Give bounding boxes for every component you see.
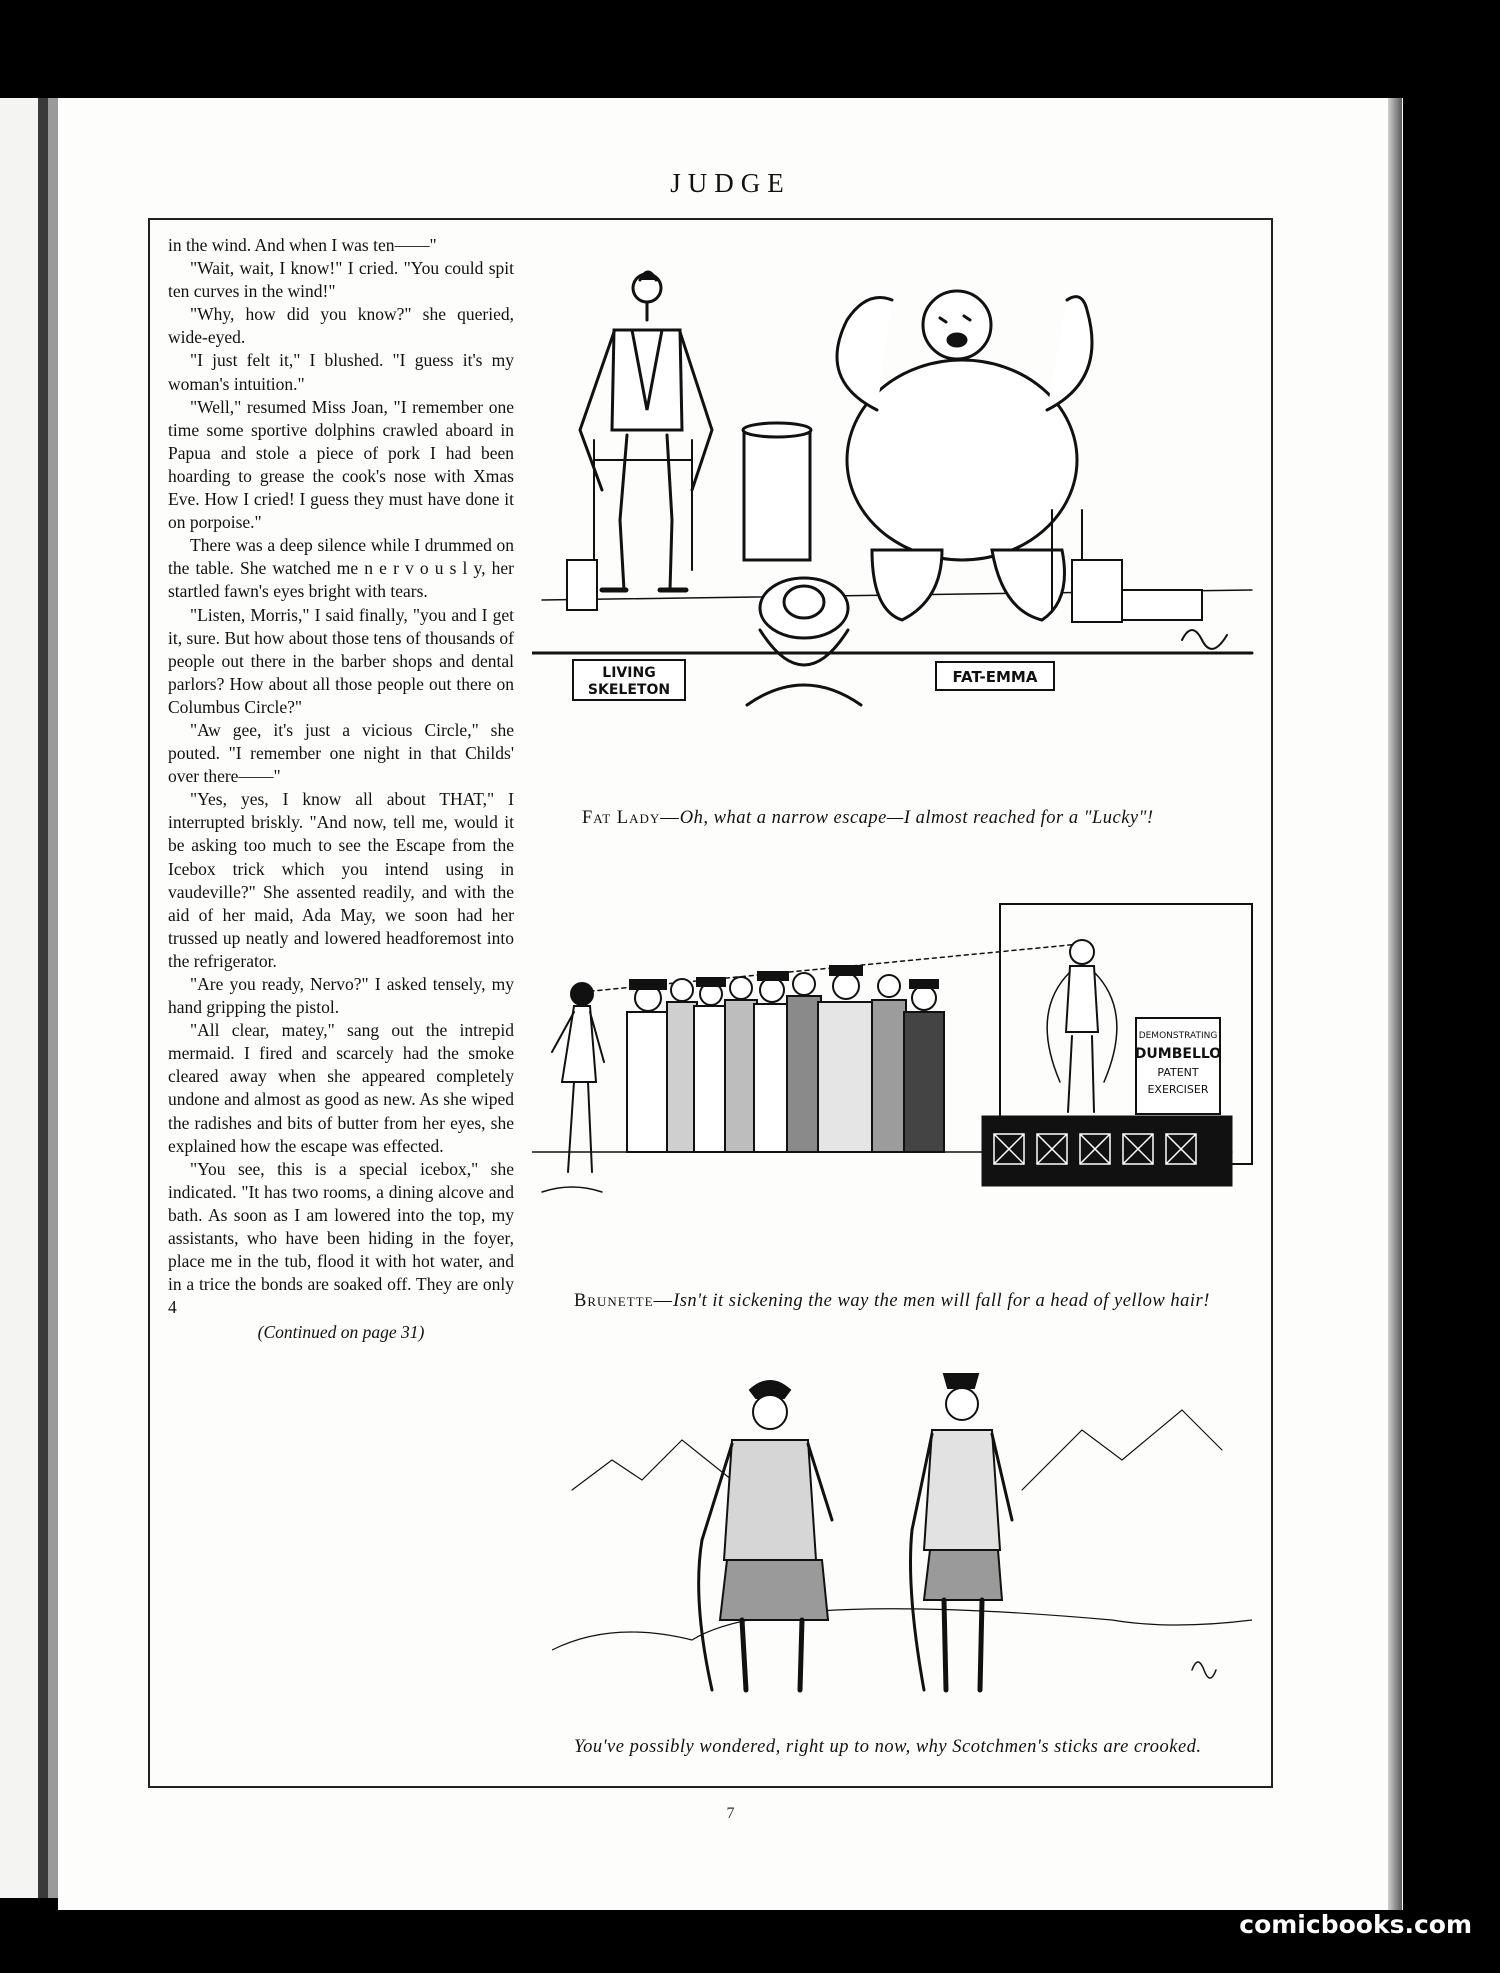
cartoon-column [532,220,1262,1788]
cartoon-dumbello [532,902,1262,1272]
content-frame [148,218,1273,1788]
story-column [168,234,514,1345]
story-paragraph: "Listen, Morris," I said finally, "you and I get it, sure. But how about those tens of thousands of people out there in the barber shops and dental parlors? How about all those people out there on Columbus Circle?" [168,604,514,717]
story-paragraph: "I just felt it," I blushed. "I guess it's my woman's intuition." [168,350,514,394]
sign-exerciser: EXERCISER [1147,1083,1209,1096]
sign-living: LIVING [602,665,656,681]
right-page-edge [1388,98,1402,1910]
sign-dumbello: DUMBELLO [1134,1046,1222,1062]
site-watermark: comicbooks.com [1239,1910,1472,1939]
caption-text: You've possibly wondered, right up to now, why Scotchmen's sticks are crooked. [574,1737,1202,1757]
story-paragraph: "Why, how did you know?" she queried, wide-eyed. [168,304,514,348]
story-paragraph: "All clear, matey," sang out the intrepid mermaid. I fired and scarcely had the smoke cleared away when she appeared completely undone and almost as good as new. As she wiped the radishes and bits of butter from her eyes, she explained how the escape was effected. [168,1020,514,1156]
caption-text: Oh, what a narrow escape—I almost reached for a "Lucky"! [679,808,1154,828]
story-paragraph: There was a deep silence while I drummed on the table. She watched me n e r v o u s l y, her startled fawn's eyes bright with tears. [168,535,514,602]
cartoon-caption-1 [582,806,1222,831]
sign-fat-emma: FAT-EMMA [952,668,1038,686]
left-page-edge [0,98,58,1898]
cartoon-scotchmen [552,1350,1252,1720]
caption-speaker: Brunette— [574,1291,674,1311]
cartoon-caption-3 [574,1735,1234,1760]
story-paragraph: "Well," resumed Miss Joan, "I remember one time some sportive dolphins crawled aboard in Papua and stole a piece of pork I had been hoarding to grease the cook's nose with Xmas Eve. How I cried! I guess they must have done it on porpoise." [168,396,514,533]
caption-text: Isn't it sickening the way the men will fall for a head of yellow hair! [673,1291,1210,1311]
story-paragraph: in the wind. And when I was ten——" [168,235,437,255]
story-paragraph: "You see, this is a special icebox," she indicated. "It has two rooms, a dining alcove and bath. As soon as I am lowered into the top, my assistants, who have been hiding in the foyer, place me in the tub, flood it with hot water, and in a trice the bonds are soaked off. They are only 4 [168,1158,514,1318]
magazine-page [58,98,1403,1910]
story-paragraph: "Are you ready, Nervo?" I asked tensely, my hand gripping the pistol. [168,974,514,1018]
caption-speaker: Fat Lady— [582,808,680,828]
sign-demonstrating: DEMONSTRATING [1138,1031,1218,1041]
crowd-group [627,966,944,1152]
cartoon-caption-2 [574,1289,1224,1314]
sign-patent: PATENT [1157,1066,1199,1079]
page-number: 7 [726,1805,735,1822]
story-paragraph: "Wait, wait, I know!" I cried. "You could spit ten curves in the wind!" [168,258,514,302]
continued-note: (Continued on page 31) [257,1322,425,1343]
cartoon-sideshow [532,230,1262,740]
sign-skeleton: SKELETON [587,682,671,698]
masthead: JUDGE [670,168,791,198]
story-paragraph: "Aw gee, it's just a vicious Circle," she pouted. "I remember one night in that Childs' over there——" [168,719,514,787]
story-paragraph: "Yes, yes, I know all about THAT," I interrupted briskly. "And now, tell me, would it be asking too much to see the Escape from the Icebox trick which you intend using in vaudeville?" She assented readily, and with the aid of her maid, Ada May, we soon had her trussed up neatly and lowered headforemost into the refrigerator. [168,789,514,971]
